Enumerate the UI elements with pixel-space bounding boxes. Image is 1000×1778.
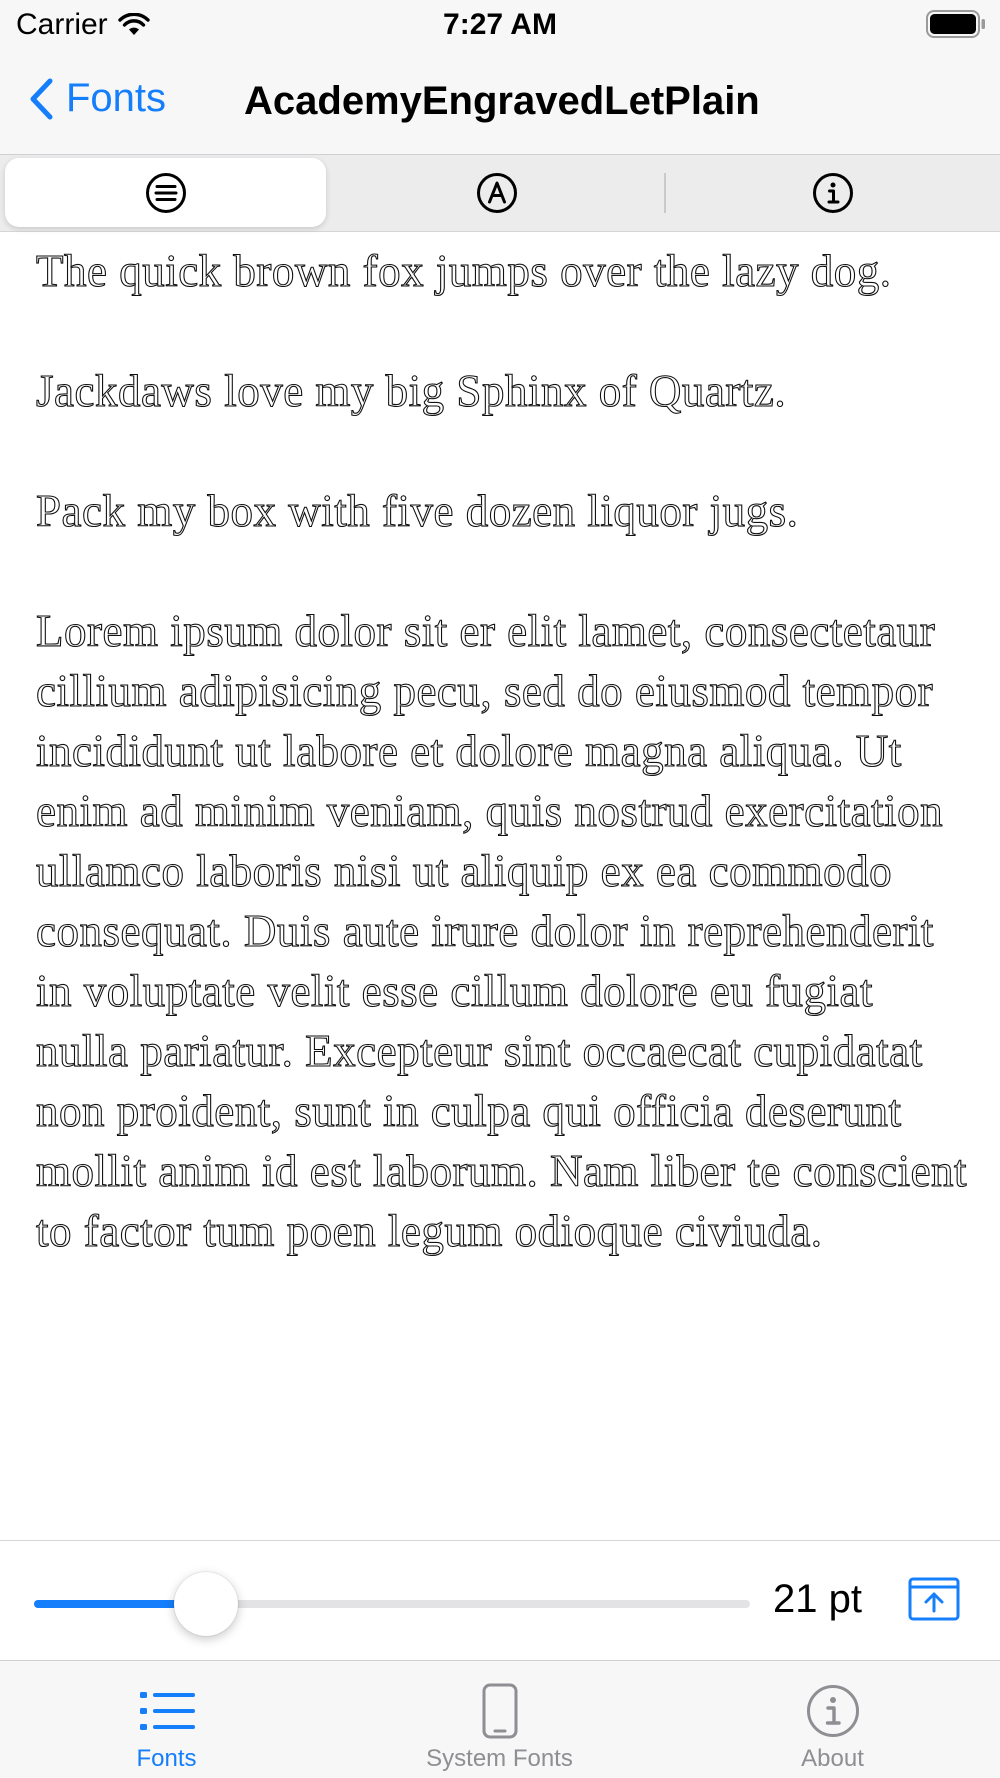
sample-paragraph-lorem-ipsum: Lorem ipsum dolor sit er elit lamet, consectetaur cillium adipisicing pecu, sed do eiusmod tempor incididunt ut labore et dolore magna aliqua. Ut enim ad minim veniam, quis nostrud exercitation ullamco laboris nisi ut aliquip ex ea commodo consequat. Duis aute irure dolor in reprehenderit in voluptate velit esse cillum dolore eu fugiat nulla pariatur. Excepteur sint occaecat cupidatat non proident, sunt in culpa qui officia deserunt mollit anim id est laborum. Nam liber te conscient to factor tum poen legum odioque civiuda.	[36, 606, 968, 1256]
list-icon	[139, 1691, 195, 1731]
info-icon	[812, 172, 854, 214]
sample-paragraph-pack-my-box: Pack my box with five dozen liquor jugs.	[36, 486, 799, 536]
letter-a-circle-icon	[476, 172, 518, 214]
segment-glyphs[interactable]	[332, 158, 662, 227]
segment-info[interactable]	[668, 158, 998, 227]
font-size-slider[interactable]	[34, 1600, 750, 1608]
info-icon	[806, 1684, 860, 1738]
font-size-label: 21 pt	[773, 1577, 862, 1621]
segment-divider	[664, 173, 666, 213]
tab-fonts-label: Fonts	[136, 1745, 197, 1772]
segment-sample-text[interactable]	[5, 158, 326, 227]
back-button-label: Fonts	[66, 76, 167, 120]
share-button[interactable]	[908, 1577, 960, 1621]
text-lines-icon	[145, 172, 187, 214]
back-button[interactable]	[28, 76, 166, 121]
sample-paragraph-jackdaws: Jackdaws love my big Sphinx of Quartz.	[36, 366, 787, 416]
tab-system-fonts-label: System Fonts	[426, 1745, 573, 1772]
tab-bar	[0, 1660, 1000, 1778]
carrier-label: Carrier	[16, 8, 108, 41]
sample-paragraph-pangram: The quick brown fox jumps over the lazy dog.	[36, 246, 892, 296]
page-title: AcademyEngravedLetPlain	[244, 79, 760, 123]
slider-thumb[interactable]	[174, 1572, 238, 1636]
view-mode-segmented-control	[0, 155, 1000, 232]
chevron-left-icon	[28, 77, 54, 121]
battery-icon	[926, 10, 986, 38]
tab-about[interactable]	[666, 1661, 999, 1778]
navigation-bar	[0, 50, 1000, 155]
font-sample-text	[36, 241, 976, 1261]
font-size-toolbar	[0, 1540, 1000, 1660]
tab-system-fonts[interactable]	[333, 1661, 666, 1778]
status-bar	[0, 0, 1000, 50]
tab-about-label: About	[801, 1745, 864, 1772]
phone-icon	[482, 1683, 518, 1739]
status-time: 7:27 AM	[443, 8, 557, 41]
tab-fonts[interactable]	[0, 1661, 333, 1778]
